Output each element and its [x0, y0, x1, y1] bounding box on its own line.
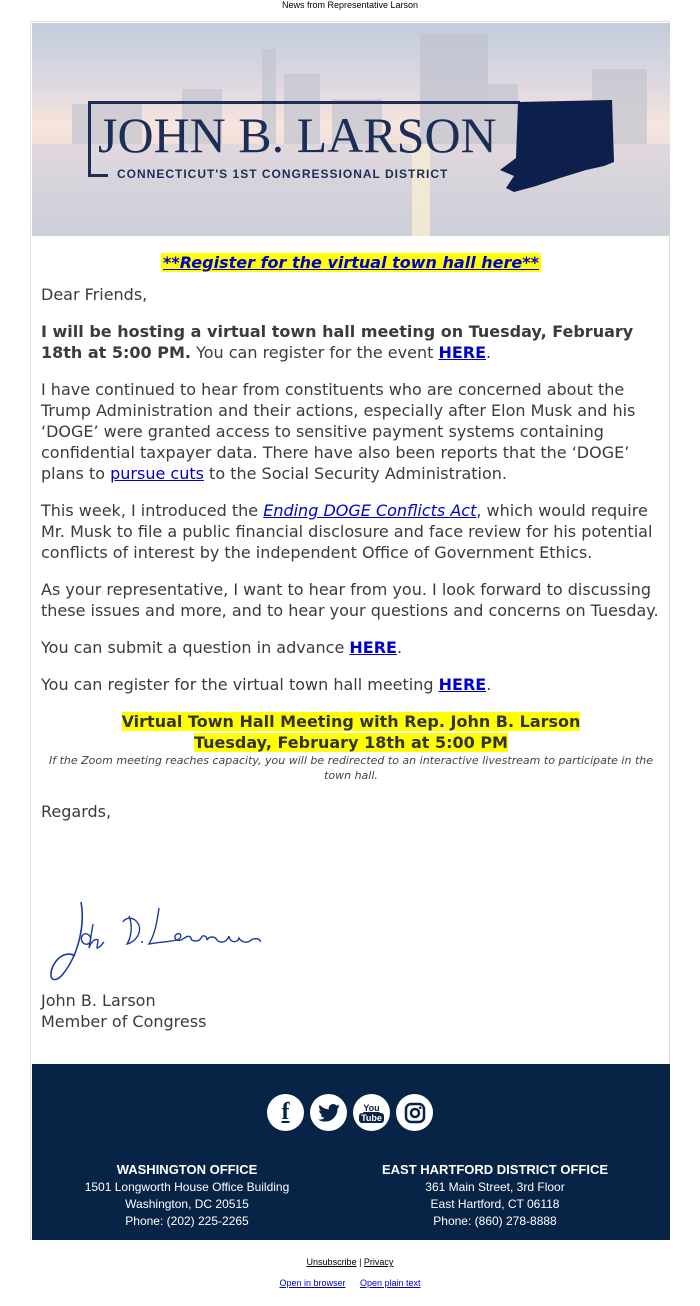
paragraph-act: This week, I introduced the Ending DOGE Conflicts Act, which would require Mr. Musk to file a public financial disclosure and face review for his potential conflicts of interest by the independent Office of Government Ethics.	[41, 501, 653, 562]
event-note: If the Zoom meeting reaches capacity, you will be redirected to an interactive livestream to participate in the town hall.	[48, 754, 654, 782]
greeting: Dear Friends,	[41, 285, 148, 304]
event-heading	[41, 711, 661, 753]
submit-question-link[interactable]: HERE	[349, 638, 397, 657]
header-banner	[32, 23, 670, 236]
banner-title: JOHN B. LARSON	[98, 107, 497, 163]
paragraph-submit-question: You can submit a question in advance HERE.	[41, 638, 403, 657]
twitter-icon[interactable]	[310, 1094, 347, 1131]
social-icons	[267, 1094, 437, 1132]
event-datetime: Tuesday, February 18th at 5:00 PM	[194, 733, 508, 752]
facebook-icon[interactable]: f	[267, 1094, 304, 1131]
youtube-icon[interactable]: You Tube	[353, 1094, 390, 1131]
email-card	[30, 21, 670, 1240]
closing: Regards,	[41, 802, 112, 821]
office-name: WASHINGTON OFFICE	[116, 1162, 258, 1177]
signature-image	[41, 894, 261, 989]
paragraph-hear-from-you: As your representative, I want to hear from you. I look forward to discussing these issues and more, and to hear your questions and concerns on Tuesday.	[41, 580, 659, 620]
hartford-office	[345, 1161, 645, 1230]
washington-office	[37, 1161, 337, 1230]
email-body	[41, 252, 661, 838]
connecticut-map-icon	[500, 100, 615, 192]
register-link[interactable]: **Register for the virtual town hall here**	[163, 253, 539, 272]
office-phone: Phone: (860) 278-8888	[433, 1214, 557, 1228]
office-address-line1: 1501 Longworth House Office Building	[84, 1180, 290, 1194]
footer	[32, 1064, 670, 1240]
paragraph-announcement: I will be hosting a virtual town hall meeting on Tuesday, February 18th at 5:00 PM. You can register for the event HERE.	[41, 322, 634, 362]
open-in-browser-link[interactable]: Open in browser	[279, 1278, 346, 1288]
preheader-text: News from Representative Larson	[281, 0, 419, 10]
email-footer-links: Unsubscribe | Privacy Open in browser Open plain text	[279, 1257, 421, 1288]
privacy-link[interactable]: Privacy	[363, 1257, 394, 1267]
office-address-line2: Washington, DC 20515	[125, 1197, 249, 1211]
pursue-cuts-link[interactable]: pursue cuts	[110, 464, 204, 483]
banner-subtitle: CONNECTICUT'S 1ST CONGRESSIONAL DISTRICT	[117, 167, 449, 181]
register-meeting-link[interactable]: HERE	[438, 675, 487, 694]
event-title: Virtual Town Hall Meeting with Rep. John B. Larson	[121, 712, 581, 731]
signer-title: Member of Congress	[41, 1012, 207, 1031]
register-here-link[interactable]: HERE	[438, 343, 487, 362]
office-address-line2: East Hartford, CT 06118	[430, 1197, 560, 1211]
signer-name: John B. Larson	[41, 991, 156, 1010]
paragraph-concerns: I have continued to hear from constituents who are concerned about the Trump Administration and their actions, especially after Elon Musk and his ‘DOGE’ were granted access to sensitive payment systems containing confidential taxpayer data. There have also been reports that the ‘DOGE’ plans to pursue cuts to the Social Security Administration.	[41, 380, 636, 483]
open-plain-text-link[interactable]: Open plain text	[360, 1278, 421, 1288]
signer-block	[41, 990, 661, 1032]
ending-doge-act-link[interactable]: Ending DOGE Conflicts Act	[263, 501, 477, 520]
unsubscribe-link[interactable]: Unsubscribe	[306, 1257, 357, 1267]
paragraph-register: You can register for the virtual town hall meeting HERE.	[41, 675, 492, 694]
office-phone: Phone: (202) 225-2265	[125, 1214, 249, 1228]
instagram-icon[interactable]	[396, 1094, 433, 1131]
office-name: EAST HARTFORD DISTRICT OFFICE	[381, 1162, 609, 1177]
office-address-line1: 361 Main Street, 3rd Floor	[425, 1180, 565, 1194]
